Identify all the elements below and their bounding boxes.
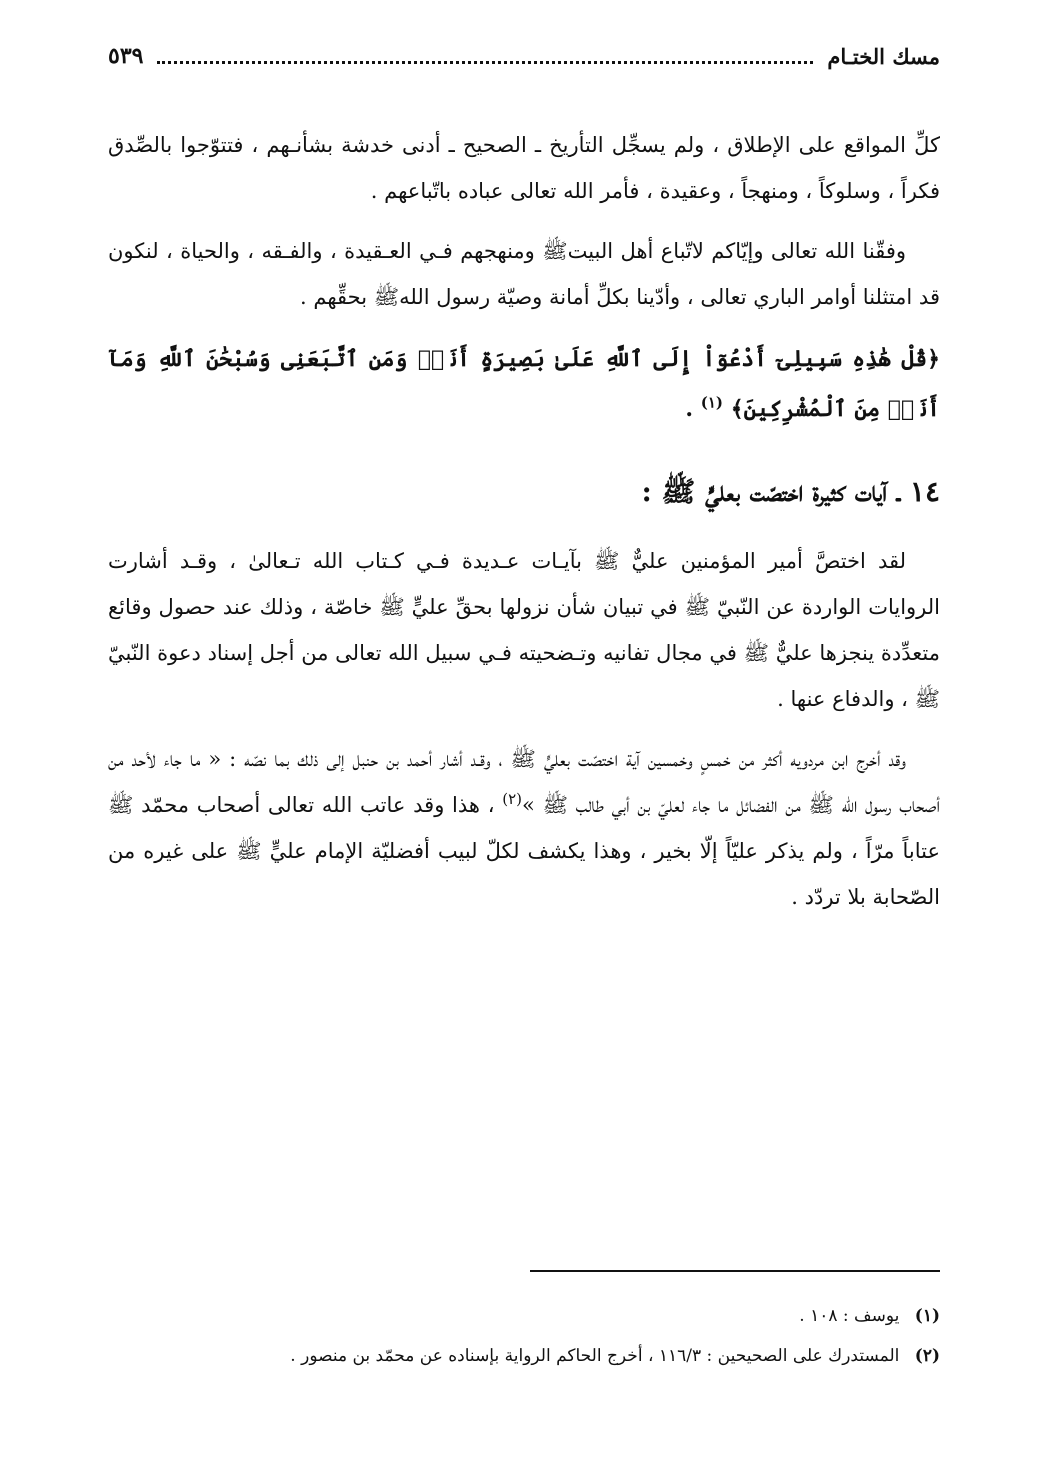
paragraph-4-part-2: ، هذا وقد عاتب الله تعالى أصحاب محمّد ﷺ عتاباً مرّاً ، ولم يذكر عليّاً إلّا بخير ، وهذا يكشف لكلّ لبيب أفضليّة الإمام عليٍّ ﷺ على غيره من الصّحابة بلا تردّد . xyxy=(108,793,940,909)
header-leader-dots xyxy=(157,61,813,64)
footnote-ref-1[interactable]: (١) xyxy=(700,393,724,412)
footnote-2 xyxy=(108,1336,940,1376)
quran-verse-end: . xyxy=(685,396,694,422)
section-heading: ١٤ ـ آيات كثيرة اختصّت بعليٍّ ﷺ : xyxy=(641,475,940,508)
footnote-divider xyxy=(530,1270,940,1272)
book-title: مسك الختـام xyxy=(827,43,940,69)
footnote-number: (١) xyxy=(914,1306,940,1326)
footnote-list xyxy=(108,1296,940,1376)
quran-verse-text: ﴿قُلْ هَٰذِهِ سَبِيلِىٓ أَدْعُوٓاْ إِلَى ٱللَّهِ عَلَىٰ بَصِيرَةٍ أَنَا۠ وَمَنِ ٱتَّبَعَنِى وَسُبْحَٰنَ ٱللَّهِ وَمَآ أَنَا۠ مِنَ ٱلْمُشْرِكِينَ﴾ xyxy=(108,346,940,422)
footnotes-section xyxy=(108,1270,940,1376)
footnote-ref-2[interactable]: (٢) xyxy=(502,790,522,808)
footnote-number: (٢) xyxy=(914,1346,940,1366)
paragraph-2: وفقّنا الله تعالى وإيّاكم لاتّباع أهل البيتﷺ ومنهجهم فـي العـقيدة ، والفـقه ، والحياة ، لنكون قد امتثلنا أوامر الباري تعالى ، وأدّينا بكلِّ أمانة وصيّة رسول اللهﷺ بحقِّهم . xyxy=(108,239,940,309)
footnote-1 xyxy=(108,1296,940,1336)
paragraph-3: لقد اختصَّ أمير المؤمنين عليٌّ ﷺ بآيـات عـديدة فـي كـتاب الله تـعالىٰ ، وقـد أشارت الروايات الواردة عن النّبيّ ﷺ في تبيان شأن نزولها بحقِّ عليٍّ ﷺ خاصّة ، وذلك عند حصول وقائع متعدِّدة ينجزها عليٌّ ﷺ في مجال تفانيه وتـضحيته فـي سبيل الله تعالى من أجل إسناد دعوة النّبيّ ﷺ ، والدفاع عنها . xyxy=(108,549,940,711)
paragraph-1: كلِّ المواقع على الإطلاق ، ولم يسجِّل التأريخ ـ الصحيح ـ أدنى خدشة بشأنـهم ، فتتوّجوا بالصِّدق فكراً ، وسلوكاً ، ومنهجاً ، وعقيدة ، فأمر الله تعالى عباده باتّباعهم . xyxy=(108,133,940,203)
paragraph-4 xyxy=(108,736,940,920)
footnote-text: المستدرك على الصحيحين : ١١٦/٣ ، أخرج الحاكم الرواية بإسناده عن محمّد بن منصور . xyxy=(290,1346,900,1366)
paragraph-4-part-1: وقد أخرج ابن مردويه أكثر من خمسٍ وخمسين آية اختصّت بعليٍّ ﷺ ، وقـد أشار أحمد بن حنبل إلى ذلك بما نصّه : « ما جاء لأحد من أصحاب رسول الله ﷺ من الفضائل ما جاء لعليّ بن أبي طالب ﷺ » xyxy=(108,747,940,817)
main-text xyxy=(108,122,940,934)
page-number: ٥٣٩ xyxy=(108,43,144,69)
quran-verse xyxy=(108,334,940,434)
running-header xyxy=(108,36,940,76)
footnote-text: يوسف : ١٠٨ . xyxy=(799,1306,900,1326)
book-page xyxy=(108,36,940,1426)
